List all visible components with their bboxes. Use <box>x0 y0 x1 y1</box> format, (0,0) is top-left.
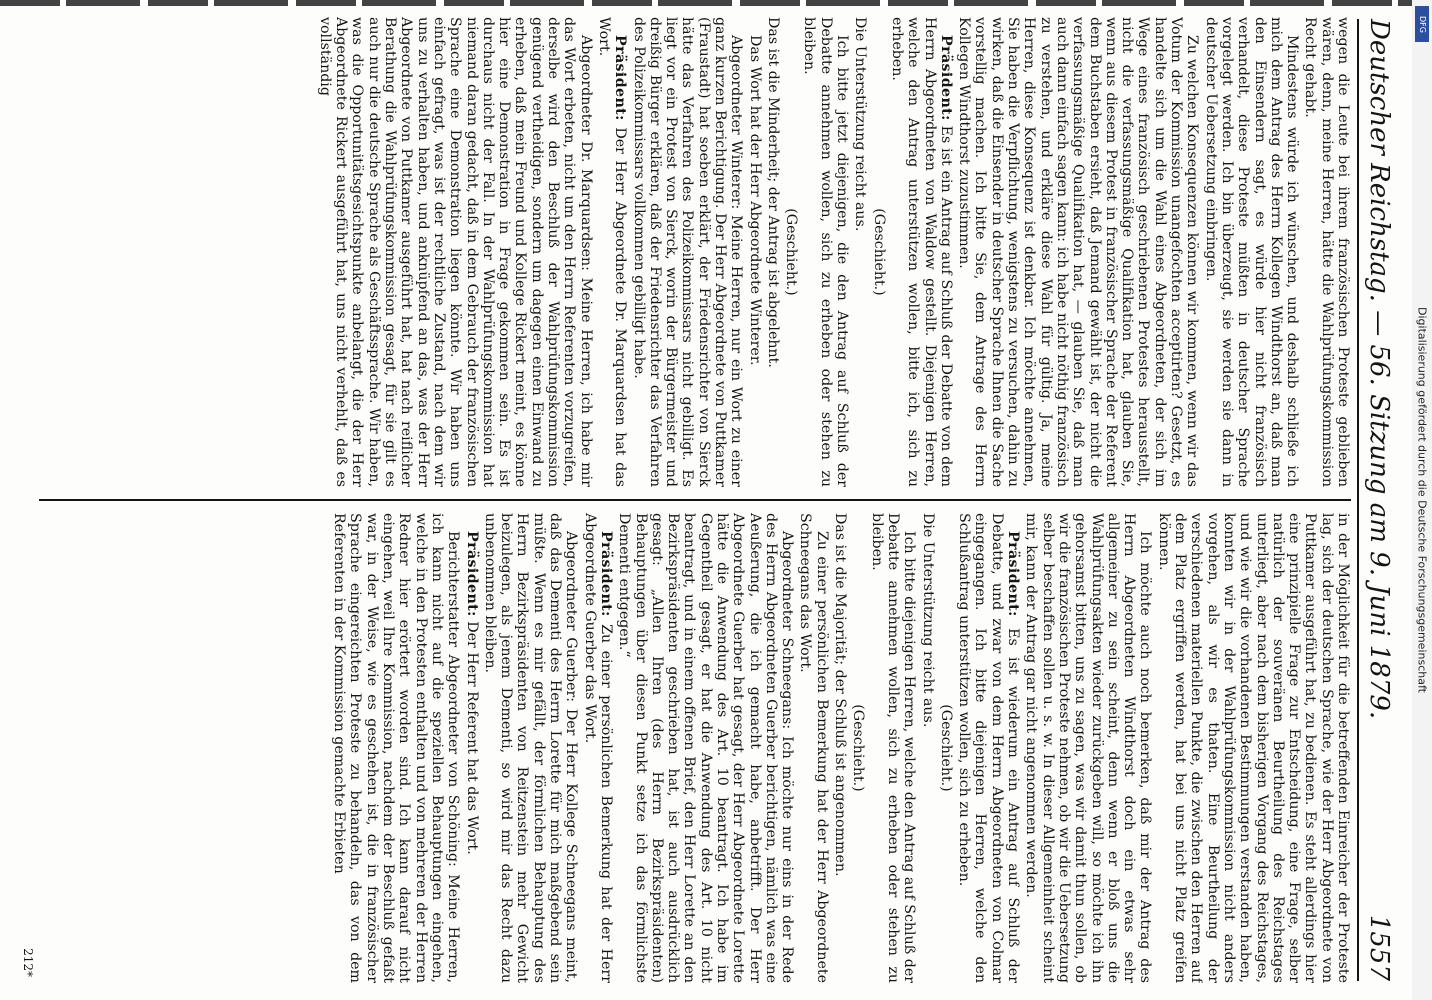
paragraph <box>581 513 614 983</box>
paragraph <box>801 17 850 487</box>
paragraph <box>956 513 1021 983</box>
stage-direction <box>938 513 954 983</box>
speaker-label: Präsident: <box>612 35 629 121</box>
dfg-logo-text: DFG <box>1417 15 1427 33</box>
speaker-label: Präsident: <box>937 35 954 121</box>
speaker-label: Präsident: <box>463 531 480 617</box>
stage-direction <box>870 17 886 487</box>
paragraph <box>1202 17 1300 487</box>
paragraph <box>832 513 848 983</box>
paragraph <box>630 17 744 487</box>
column-divider <box>39 499 1351 501</box>
paragraph-text: (Geschieht.) <box>850 704 867 792</box>
printer-signature: 212* <box>21 948 35 977</box>
paragraph-text: Es ist wiederum ein Antrag auf Schluß der Debatte, und zwar von dem Herrn Abgeordneten von Colmar eingegangen. Ich bitte diejenigen Herren, welche den Schlußantrag unterstützen wollen, sich zu erheben. <box>956 513 1022 983</box>
paragraph <box>1302 17 1351 487</box>
paragraph-text: Abgeordneter Dr. Marquardsen: Meine Herren, ich habe mir das Wort erbeten, nicht um den Herrn Referenten vorzugreifen, derselbe wird den Beschluß der Wahlprüfungskommission genügend vertheidigen, sondern um dagegen einen Einwand zu erheben, daß mein Freund und Kollege Rickert meint, es könne hier eine Demonstration in Frage gekommen sein. Es ist durchaus nicht der Fall. In der Wahlprüfungskommission hat niemand daran gedacht, daß in dem Gebrauch der französischen Sprache eine Demonstration liegen könnte. Wir haben uns einfach gefragt, was ist der rechtliche Zustand, nach dem wir uns zu verhalten haben, und anknüpfend an das, was der Herr Abgeordnete von Puttkamer ausgeführt hat, hat nach reiflicher Berathung die Wahlprüfungskommission gesagt, für sie gilt es auch nur die deutsche Sprache als Geschäftssprache. Wir haben, was die Opportunitätsgesichtspunkte anbelangt, die der Herr Abgeordnete Rickert ausgeführt hat, uns nicht verhehlt, daß es vollständig <box>316 17 594 487</box>
paragraph <box>889 17 954 487</box>
paragraph-text: Der Herr Referent hat das Wort. <box>463 621 480 855</box>
paragraph-text: Es ist ein Antrag auf Schluß der Debatte von dem Herrn Abgeordneten von Waldow gestellt. Diejenigen Herren, welche den Antrag unterstützen wollen, bitte ich, sich zu erheben. <box>888 17 954 487</box>
paragraph <box>463 513 479 983</box>
paragraph <box>868 513 917 983</box>
paragraph-text: Mindestens würde ich wünschen, und deshalb schließe ich mich dem Antrag des Herrn Kollegen Windthorst an, daß man den Einsendern sagt, es würde hier nicht französisch verhandelt, diese Proteste müßten in deutscher Sprache vorgelegt werden. Ich bin überzeugt, sie werden sie dann in deutscher Uebersetzung einbringen. <box>1202 17 1301 487</box>
left-column <box>39 17 1351 487</box>
paragraph-text: (Geschieht.) <box>870 208 887 296</box>
paragraph <box>919 513 935 983</box>
right-column <box>39 513 1351 983</box>
paragraph-text: Das Wort hat der Herr Abgeordnete Winterer. <box>746 35 763 366</box>
paragraph-text: Ich bitte diejenigen Herren, welche den Antrag auf Schluß der Debatte annehmen wollen, sich zu erheben oder stehen zu bleiben. <box>868 513 918 983</box>
paragraph <box>797 513 830 983</box>
paragraph <box>746 17 762 487</box>
paragraph <box>1155 513 1351 983</box>
paragraph-text: (Geschieht.) <box>783 208 800 296</box>
paragraph-text: Der Herr Abgeordnete Dr. Marquardsen hat das Wort. <box>595 17 629 487</box>
paragraph-text: Abgeordneter Guerber: Der Herr Kollege Schneegans meint, daß das Dementi des Herrn Lorette für mich maßgebend sein müßte. Wenn es mir gefällt, der förmlichen Behauptung des Herrn Bezirkspräsidenten von Reitzenstein mehr Gewicht beizulegen, als jenem Dementi, so wird mir das Recht dazu unbenommen bleiben. <box>481 513 580 983</box>
paragraph-text: Ich bitte jetzt diejenigen, die den Antrag auf Schluß der Debatte annehmen wollen, sich zu erheben oder stehen zu bleiben. <box>801 17 851 487</box>
speaker-label: Präsident: <box>597 531 614 617</box>
paragraph-text: Zu einer persönlichen Bemerkung hat der Herr Abgeordnete Schneegans das Wort. <box>797 513 830 983</box>
stage-direction <box>850 513 866 983</box>
paragraph-text: Ich möchte auch noch bemerken, daß mir der Antrag des Herrn Abgeordneten Windthorst doch ein etwas sehr allgemeiner zu sein scheint, denn wenn er bloß uns die Wahlprüfungsakten wieder zurückgeben will, so möchte ich ihn gehorsamst bitten, uns zu sagen, was wir damit thun sollen, ob wir die französischen Proteste nehmen, ob wir die Uebersetzung selber beschaffen sollen u. s. w. In dieser Allgemeinheit scheint mir, kann der Antrag gar nicht angenommen werden. <box>1023 513 1154 983</box>
funding-note <box>1412 0 1432 1000</box>
paragraph-text: Das ist die Majorität; der Schluß ist angenommen. <box>832 513 849 877</box>
funding-note-text: Digitalisierung gefördert durch die Deutsche Forschungsgemeinschaft <box>1415 307 1429 693</box>
dfg-logo <box>1415 6 1429 42</box>
paragraph-text: in der Möglichkeit für die betreffenden Einreicher der Proteste lag, sich der deutschen Sprache, wie der Herr Abgeordnete von Puttkamer ausgeführt hat, zu bedienen. Es steht allerdings hier eine prinzipielle Frage zur Entscheidung, eine Frage, selber natürlich der souveränen Beurtheilung des Reichstages unterliegt, aber nach dem bisherigen Vorgang des Reichstages, und wie wir die vorhandenen Bestimmungen verstanden haben, konnten wir in der Wahlprüfungskommission nicht anders vorgehen, als wir es thaten. Eine Beurtheilung der verschiedenen materiellen Punkte, die zwischen den Herren auf dem Platz ergriffen werden, hat bei uns nicht Platz greifen können. <box>1155 513 1351 983</box>
page-number: 1557 <box>1364 914 1394 981</box>
paragraph-text: wegen die Leute bei ihrem französischen Proteste geblieben wären, denn, meine Herren, hätte die Wahlprüfungskommission Recht gehabt. <box>1302 17 1351 487</box>
speaker-label: Präsident: <box>1005 531 1022 617</box>
paragraph <box>616 513 795 983</box>
running-title: Deutscher Reichstag. — 56. Sitzung am 9. Juni 1879. <box>1364 19 1394 720</box>
paragraph <box>852 17 868 487</box>
paragraph-text: Die Unterstützung reicht aus. <box>919 513 936 728</box>
page-header <box>1357 19 1399 981</box>
paragraph-text: Zu welchen Konsequenzen können wir kommen, wenn wir das Votum der Kommission unangefochten acceptirten? Gesetzt, es handelte sich um die Wahl eines Abgeordneten, der sich im Wege eines französisch geschriebenen Protestes herausstellt, nicht die verfassungsmäßige Qualifikation hat, glauben Sie, wenn aus diesem Protest in französischer Sprache der Referent dem Buchstaben ersieht, daß Jemand gewählt ist, der nicht die verfassungsmäßige Qualifikation hat, — glauben Sie, daß man auch dann einfach sagen kann: ich habe nicht nöthig französisch zu verstehen, und erkläre diese Wahl für gültig. Ja, meine Herren, diese Konsequenz ist denkbar. Ich möchte annehmen, Sie haben die Verpflichtung, wenigstens zu versuchen, dahin zu wirken, daß die Einsender in deutscher Sprache Ihnen die Sache vorstellig machen. Ich bitte Sie, dem Antrage des Herrn Kollegen Windthorst zuzustimmen. <box>956 17 1201 487</box>
paragraph-text: Zu einer persönlichen Bemerkung hat der Herr Abgeordnete Guerber das Wort. <box>581 513 614 983</box>
paragraph-text: (Geschieht.) <box>937 704 954 792</box>
paragraph-text: Berichterstatter Abgeordneter von Schöning: Meine Herren, ich kann nicht auf die speziellen Behauptungen eingehen, welche in den Protesten enthalten und von mehreren der Herren Redner hier erörtert worden sind. Ich kann darauf nicht eingehen, weil Ihre Kommission, nachdem der Beschluß gefaßt war, in der Weise, wie es geschehen ist, die in französischer Sprache eingereichten Proteste zu behandeln, das von dem Referenten in der Kommission gemachte Erbieten <box>331 513 462 983</box>
paragraph <box>956 17 1200 487</box>
paragraph <box>317 17 594 487</box>
paragraph-text: Abgeordneter Winterer: Meine Herren, nur ein Wort zu einer ganz kurzen Berichtigung. Der Herr Abgeordnete von Puttkamer (Fraustadt) hat soeben erklärt, der Friedensrichter von Sierck hätte das Verfahren des Polizeikommissars nicht gebilligt. Es liegt vor ein Protest von Sierck, worin der Bürgermeister und dreißig Bürger erklären, daß der Friedensrichter das Verfahren des Polizeikommissars vollkommen gebilligt habe. <box>630 17 745 487</box>
paragraph-text: Abgeordneter Schneegans: Ich möchte nur eins in der Rede des Herrn Abgeordneten Guerber berichtigen, nämlich was eine Aeußerung, die ich gemacht habe, anbetrifft. Der Herr Abgeordnete Guerber hat gesagt, der Herr Abgeordnete Lorette hätte die Anwendung des Art. 10 beantragt. Ich habe im Gegentheil gesagt, er hat die Anwendung des Art. 10 nicht beantragt, und in einem offenen Brief, den Herr Lorette an den Bezirkspräsidenten geschrieben hat, ist auch ausdrücklich gesagt: „Allen Ihren (des Herrn Bezirkspräsidenten) Behauptungen über diesen Punkt setze ich das förmlichste Dementi entgegen.“ <box>616 513 796 983</box>
paragraph <box>1023 513 1153 983</box>
paragraph <box>765 17 781 487</box>
paragraph <box>596 17 629 487</box>
paragraph-text: Die Unterstützung reicht aus. <box>852 17 869 232</box>
paragraph-text: Das ist die Minderheit; der Antrag ist abgelehnt. <box>764 17 781 368</box>
paragraph <box>331 513 461 983</box>
paragraph <box>482 513 580 983</box>
rotated-newspaper-page <box>21 5 1411 995</box>
stage-direction <box>783 17 799 487</box>
